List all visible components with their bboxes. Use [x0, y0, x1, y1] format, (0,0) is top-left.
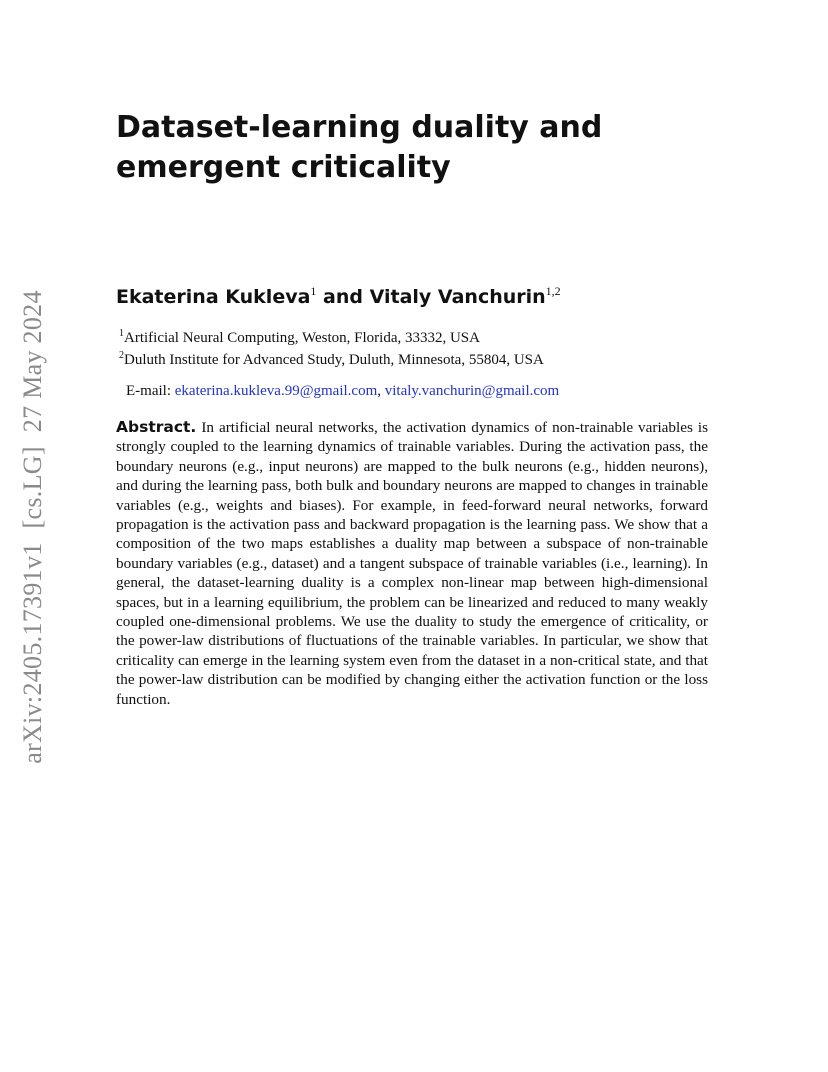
abstract-text: In artificial neural networks, the activation dynamics of non-trainable variables is strongly coupled to the learning dynamics of trainable variables. During the activation pass, the boundary neurons (e.g., input neurons) are mapped to the bulk neurons (e.g., hidden neurons), and during the learning pass, both bulk and boundary neurons are mapped to changes in trainable variables (e.g., weights and biases). For example, in feed-forward neural networks, forward propagation is the activation pass and backward propagation is the learning pass. We show that a composition of the two maps establishes a duality map between a subspace of non-trainable boundary variables (e.g., dataset) and a tangent subspace of trainable variables (i.e., learning). In general, the dataset-learning duality is a complex non-linear map between high-dimensional spaces, but in a learning equilibrium, the problem can be linearized and reduced to many weakly coupled one-dimensional problems. We use the duality to study the emergence of criticality, or the power-law distributions of fluctuations of the trainable variables. In particular, we show that criticality can emerge in the learning system even from the dataset in a non-critical state, and that the power-law distribution can be modified by changing either the activation function or the loss function. — [116, 419, 709, 708]
arxiv-date: 27 May 2024 — [18, 290, 47, 433]
email-link[interactable]: vitaly.vanchurin@gmail.com — [384, 383, 560, 399]
arxiv-sidebar-stamp — [18, 276, 48, 764]
affiliation — [119, 330, 480, 347]
affiliation-mark: 2 — [119, 350, 124, 361]
email-line — [126, 383, 559, 400]
author-affil-mark: 1 — [310, 284, 317, 298]
author-joiner: and — [323, 286, 363, 308]
author-name: Ekaterina Kukleva — [116, 286, 311, 308]
author-affil-mark: 1,2 — [545, 284, 561, 298]
affiliation-text: Artificial Neural Computing, Weston, Florida, 33332, USA — [124, 330, 480, 346]
email-separator: , — [377, 383, 381, 399]
affiliation-mark: 1 — [119, 328, 124, 339]
email-label: E-mail: — [126, 383, 171, 399]
author-list — [116, 286, 561, 308]
arxiv-category: [cs.LG] — [18, 446, 47, 529]
affiliation — [119, 352, 544, 369]
abstract-label: Abstract. — [116, 418, 197, 436]
paper-title: Dataset-learning duality and emergent criticality — [116, 110, 603, 185]
email-link[interactable]: ekaterina.kukleva.99@gmail.com — [174, 383, 378, 399]
affiliation-text: Duluth Institute for Advanced Study, Duluth, Minnesota, 55804, USA — [124, 352, 544, 368]
abstract — [116, 418, 708, 709]
author-name: Vitaly Vanchurin — [369, 286, 546, 308]
arxiv-id: arXiv:2405.17391v1 — [18, 542, 47, 764]
